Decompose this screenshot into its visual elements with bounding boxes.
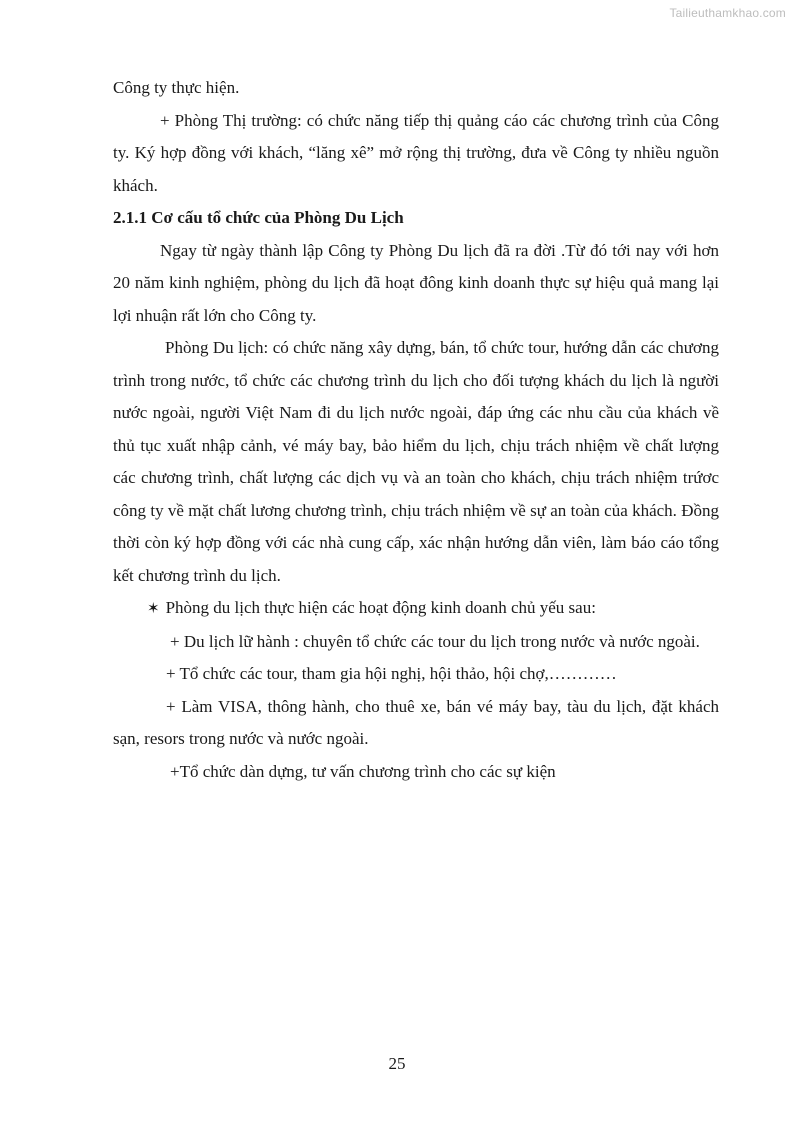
list-item-events: + Tổ chức các tour, tham gia hội nghị, hội thảo, hội chợ,…………: [166, 664, 617, 683]
list-item-visa-services: + Làm VISA, thông hành, cho thuê xe, bán vé máy bay, tàu du lịch, đặt khách sạn, resors trong nước và nước ngoài.: [113, 696, 719, 748]
star-bullet-icon: ✶: [147, 601, 160, 617]
paragraph-continuation: Công ty thực hiện.: [113, 78, 240, 97]
watermark: Tailieuthamkhao.com: [669, 6, 786, 20]
paragraph-activities-intro: [113, 592, 719, 626]
paragraph-history: Ngay từ ngày thành lập Công ty Phòng Du lịch đã ra đời .Từ đó tới nay với hơn 20 năm kinh nghiệm, phòng du lịch đã hoạt đông kinh doanh thực sự hiệu quả mang lại lợi nhuận rất lớn cho Công ty.: [113, 240, 719, 325]
activities-intro-text: Phòng du lịch thực hiện các hoạt động kinh doanh chủ yếu sau:: [165, 598, 596, 617]
list-item-event-consulting: +Tổ chức dàn dựng, tư vấn chương trình cho các sự kiện: [170, 761, 556, 781]
paragraph-marketing-dept: + Phòng Thị trường: có chức năng tiếp thị quảng cáo các chương trình của Công ty. Ký hợp đồng với khách, “lăng xê” mở rộng thị trường, đưa về Công ty nhiều nguồn khách.: [113, 110, 719, 195]
page-number: 25: [388, 1054, 406, 1073]
body-text: [113, 72, 719, 788]
list-item-tour-operation: + Du lịch lữ hành : chuyên tổ chức các tour du lịch trong nước và nước ngoài.: [170, 631, 700, 651]
section-heading: 2.1.1 Cơ cấu tổ chức của Phòng Du Lịch: [113, 208, 404, 227]
paragraph-travel-dept-functions: Phòng Du lịch: có chức năng xây dựng, bán, tổ chức tour, hướng dẫn các chương trình trong nước, tổ chức các chương trình du lịch cho đối tượng khách du lịch là người nước ngoài, người Việt Nam đi du lịch nước ngoài, đáp ứng các nhu cầu của khách về thủ tục xuất nhập cảnh, vé máy bay, bảo hiểm du lịch, chịu trách nhiệm về chất lượng các chương trình, chất lượng các dịch vụ và an toàn cho khách, chịu trách nhiệm trứơc công ty về mặt chất lương chương trình, chịu trách nhiệm về sự an toàn của khách. Đồng thời còn ký hợp đồng với các nhà cung cấp, xác nhận hướng dẫn viên, làm báo cáo tổng kết chương trình du lịch.: [113, 338, 719, 585]
